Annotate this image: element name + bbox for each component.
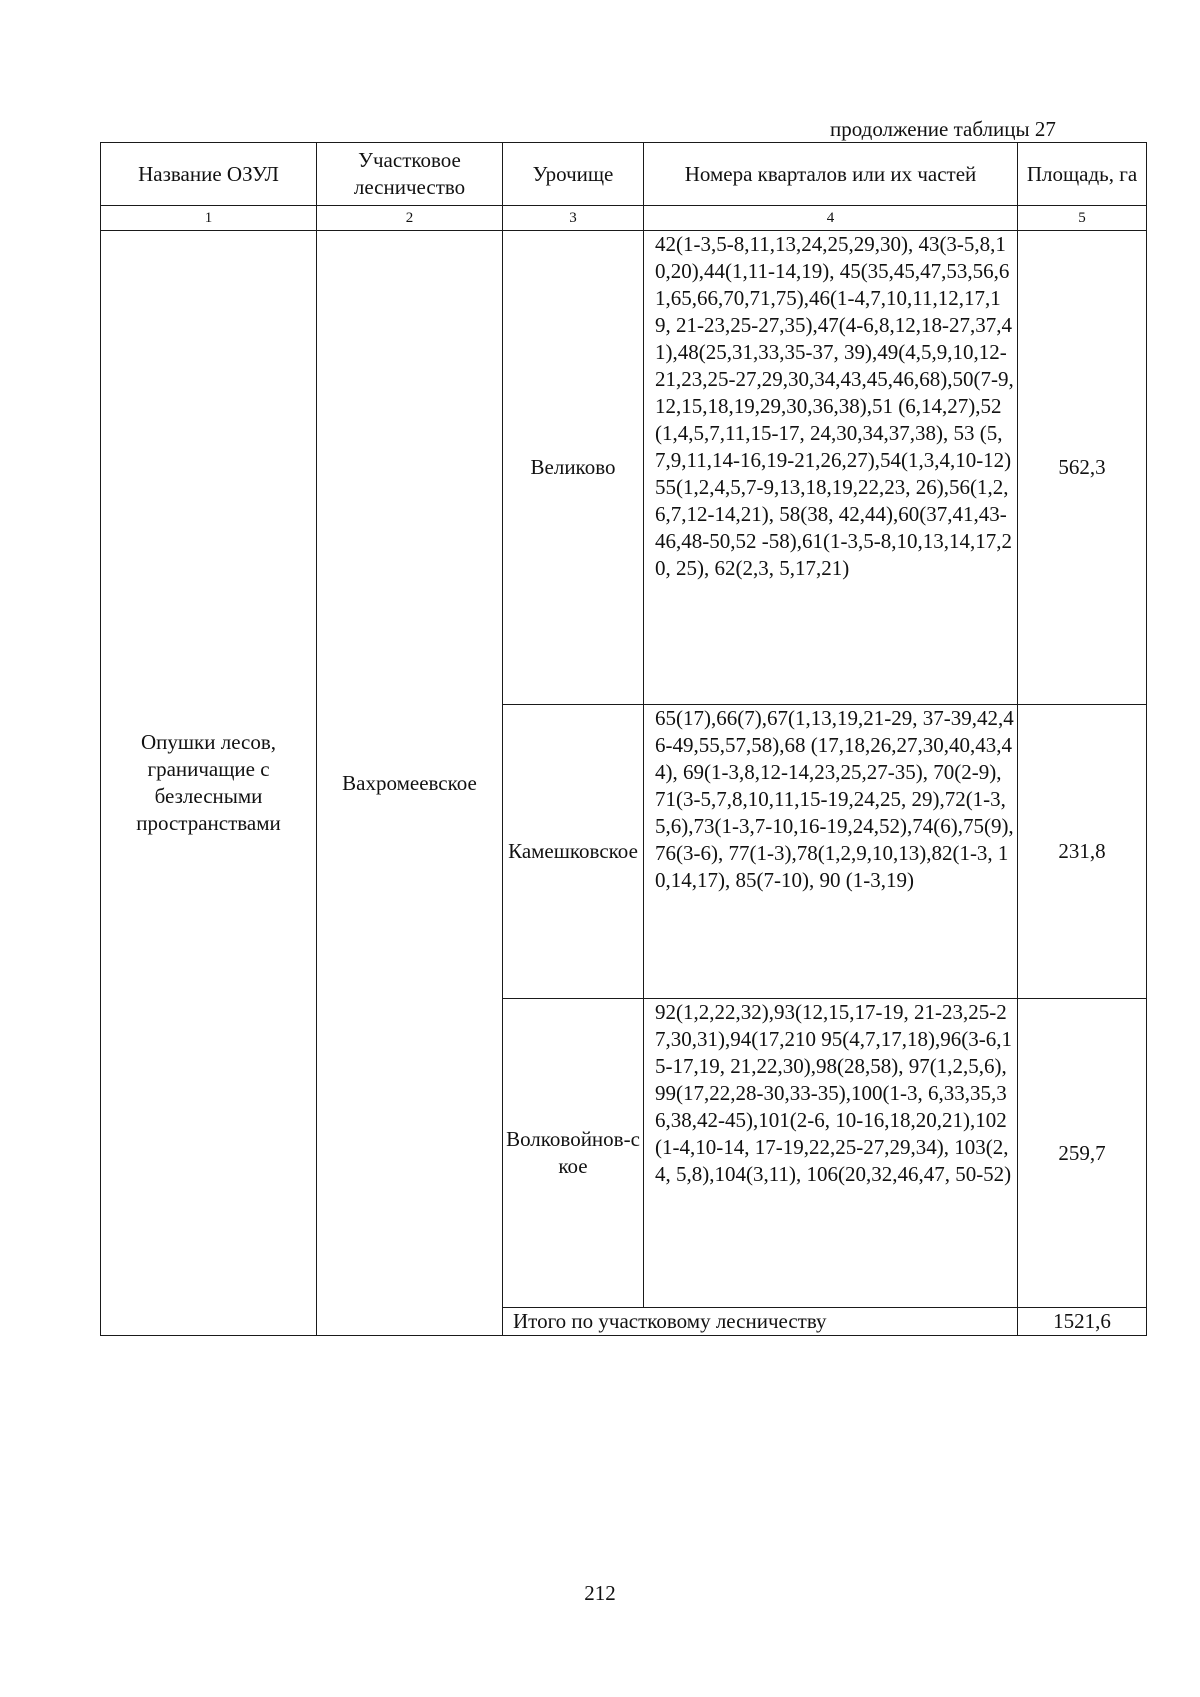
total-label: Итого по участковому лесничеству [503,1308,1018,1336]
quarters-cell: 92(1,2,22,32),93(12,15,17-19, 21-23,25-27,30,31),94(17,210 95(4,7,17,18),96(3-6,15-17,19, 21,22,30),98(28,58), 97(1,2,5,6), 99(17,22,28-30,33-35),100(1-3, 6,33,35,36,38,42-45),101(2-6, 10-16,18,20,21),102(1-4,10-14, 17-19,22,25-27,29,34), 103(2,4, 5,8),104(3,11), 106(20,32,46,47, 50-52) [644,999,1018,1308]
header-forestry: Участковое лесничество [317,143,503,206]
column-number: 2 [317,206,503,231]
tract-cell: Великово [503,231,644,705]
header-area: Площадь, га [1018,143,1147,206]
column-number: 5 [1018,206,1147,231]
column-number-row [101,206,1147,231]
tract-cell: Волковойнов-ское [503,999,644,1308]
column-number: 4 [644,206,1018,231]
table-caption: продолжение таблицы 27 [830,117,1056,141]
column-number: 3 [503,206,644,231]
table-header-row [101,143,1147,206]
quarters-cell: 65(17),66(7),67(1,13,19,21-29, 37-39,42,46-49,55,57,58),68 (17,18,26,27,30,40,43,44), 69(1-3,8,12-14,23,25,27-35), 70(2-9), 71(3-5,7,8,10,11,15-19,24,25, 29),72(1-3,5,6),73(1-3,7-10,16-19,24,52),74(6),75(9),76(3-6), 77(1-3),78(1,2,9,10,13),82(1-3, 10,14,17), 85(7-10), 90 (1-3,19) [644,705,1018,999]
header-name: Название ОЗУЛ [101,143,317,206]
area-cell: 231,8 [1018,705,1147,999]
total-area: 1521,6 [1018,1308,1147,1336]
area-cell: 259,7 [1018,999,1147,1308]
area-cell: 562,3 [1018,231,1147,705]
quarters-cell: 42(1-3,5-8,11,13,24,25,29,30), 43(3-5,8,10,20),44(1,11-14,19), 45(35,45,47,53,56,61,65,66,70,71,75),46(1-4,7,10,11,12,17,19, 21-23,25-27,35),47(4-6,8,12,18-27,37,41),48(25,31,33,35-37, 39),49(4,5,9,10,12-21,23,25-27,29,30,34,43,45,46,68),50(7-9,12,15,18,19,29,30,36,38),51 (6,14,27),52(1,4,5,7,11,15-17, 24,30,34,37,38), 53 (5,7,9,11,14-16,19-21,26,27),54(1,3,4,10-12) 55(1,2,4,5,7-9,13,18,19,22,23, 26),56(1,2,6,7,12-14,21), 58(38, 42,44),60(37,41,43-46,48-50,52 -58),61(1-3,5-8,10,13,14,17,20, 25), 62(2,3, 5,17,21) [644,231,1018,705]
ozul-name-cell [101,231,317,1336]
table-row [101,231,1147,705]
forestry-name: Вахромеевское [342,770,477,795]
ozul-table [100,142,1147,1336]
forestry-cell [317,231,503,1336]
page-number: 212 [584,1581,616,1605]
column-number: 1 [101,206,317,231]
header-quarters: Номера кварталов или их частей [644,143,1018,206]
ozul-name: Опушки лесов, граничащие с безлесными пространствами [136,730,281,835]
header-tract: Урочище [503,143,644,206]
tract-cell: Камешковское [503,705,644,999]
